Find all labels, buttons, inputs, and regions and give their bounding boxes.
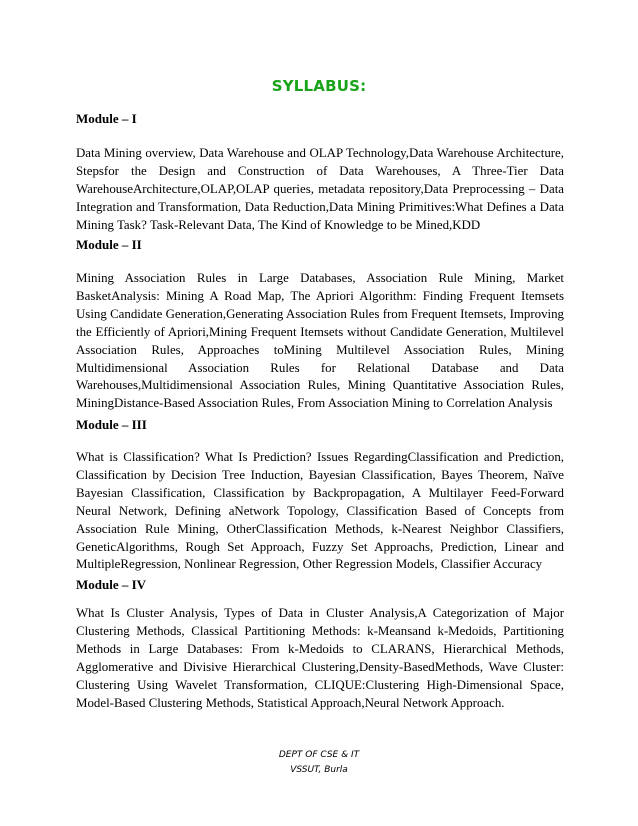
page-title: SYLLABUS: [271, 77, 367, 95]
module-2-heading: Module – II [76, 237, 142, 252]
footer-institution: VSSUT, Burla [290, 765, 348, 775]
footer-department: DEPT OF CSE & IT [278, 750, 360, 760]
module-3-body: What is Classification? What Is Prediction? Issues RegardingClassification and Prediction, Classification by Decision Tree Induction, Bayesian Classification, Bayes Theorem, Naïve Bayesian Classification, Classification by Backpropagation, A Multilayer Feed-Forward Neural Network, Defining aNetwork Topology, Classification Based of Concepts from Association Rule Mining, OtherClassification Methods, k-Nearest Neighbor Classifiers, GeneticAlgorithms, Rough Set Approach, Fuzzy Set Approachs, Prediction, Linear and MultipleRegression, Nonlinear Regression, Other Regression Models, Classifier Accuracy [76, 450, 564, 572]
module-1-heading: Module – I [76, 111, 137, 126]
footer [0, 748, 638, 778]
module-1-body: Data Mining overview, Data Warehouse and OLAP Technology,Data Warehouse Architecture, Stepsfor the Design and Construction of Data Warehouses, A Three-Tier Data WarehouseArchitecture,OLAP,OLAP queries, metadata repository,Data Preprocessing – Data Integration and Transformation, Data Reduction,Data Mining Primitives:What Defines a Data Mining Task? Task-Relevant Data, The Kind of Knowledge to be Mined,KDD [76, 146, 564, 232]
module-4-heading: Module – IV [76, 577, 147, 592]
module-4-body: What Is Cluster Analysis, Types of Data in Cluster Analysis,A Categorization of Major Clustering Methods, Classical Partitioning Methods: k-Meansand k-Medoids, Partitioning Methods in Large Databases: From k-Medoids to CLARANS, Hierarchical Methods, Agglomerative and Divisive Hierarchical Clustering,Density-BasedMethods, Wave Cluster: Clustering Using Wavelet Transformation, CLIQUE:Clustering High-Dimensional Space, Model-Based Clustering Methods, Statistical Approach,Neural Network Approach. [76, 606, 564, 710]
module-3-heading: Module – III [76, 417, 147, 432]
module-2-body: Mining Association Rules in Large Databases, Association Rule Mining, Market BasketAnalysis: Mining A Road Map, The Apriori Algorithm: Finding Frequent Itemsets Using Candidate Generation,Generating Association Rules from Frequent Itemsets, Improving the Efficiently of Apriori,Mining Frequent Itemsets without Candidate Generation, Multilevel Association Rules, Approaches toMining Multilevel Association Rules, Mining Multidimensional Association Rules for Relational Database and Data Warehouses,Multidimensional Association Rules, Mining Quantitative Association Rules, MiningDistance-Based Association Rules, From Association Mining to Correlation Analysis [76, 271, 564, 411]
